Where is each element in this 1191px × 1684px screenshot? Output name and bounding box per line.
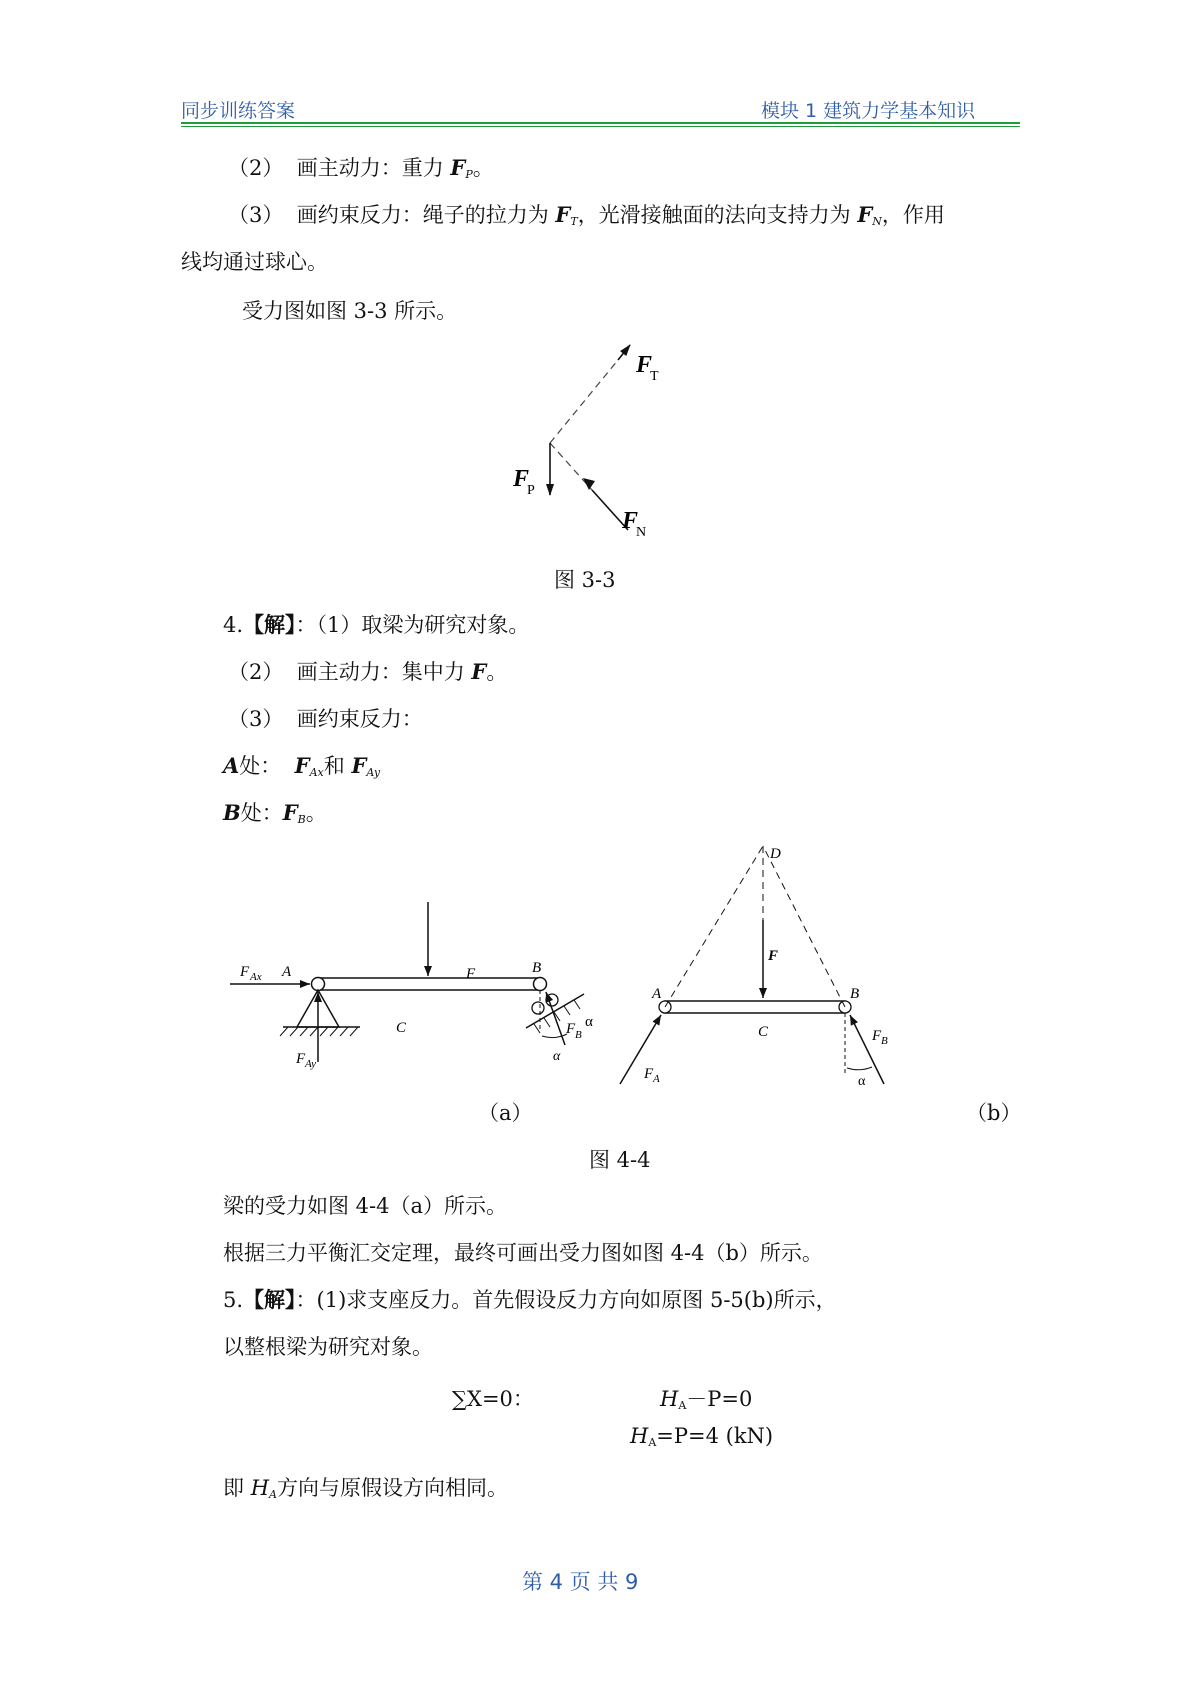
q5-line2: 以整根梁为研究对象。	[223, 1335, 433, 1359]
ft-line	[550, 360, 618, 443]
q4-support-b: B处：$F_B$。	[223, 800, 327, 826]
header-rule	[181, 122, 1020, 124]
label-a-b: A	[652, 986, 662, 1002]
ft-label: F	[636, 352, 653, 378]
label-c-a: C	[396, 1020, 407, 1036]
fig44-a	[230, 902, 593, 1070]
beam-a	[318, 978, 540, 990]
fn-sub: N	[636, 525, 647, 540]
label-f-a: F	[466, 966, 476, 982]
line-bd	[763, 846, 845, 1007]
fig44-b	[620, 846, 888, 1089]
fn-label: F	[622, 508, 639, 534]
q5-eq2: $H_A=P=4$ (kN)	[630, 1424, 774, 1449]
label-fay-sub: Ay	[305, 1058, 316, 1070]
q5-conclusion: 即 $H_A$方向与原假设方向相同。	[223, 1476, 508, 1501]
q5-intro: 5.【解】：(1)求支座反力。首先假设反力方向如原图 5-5(b)所示，	[223, 1287, 837, 1312]
page-footer: 第 4 页 共 9	[522, 1570, 639, 1594]
label-fa-b: F	[644, 1066, 654, 1082]
label-alpha-a2: α	[553, 1049, 561, 1064]
line-ad	[665, 846, 763, 1007]
fig44-caption: 图 4-4	[589, 1148, 651, 1172]
q3-step2: （2） 画主动力：重力 $F_P$。	[228, 155, 494, 181]
roller-top-b	[534, 978, 547, 991]
label-c-b: C	[758, 1024, 769, 1040]
figure-4-4	[220, 840, 1020, 1090]
label-b-a: B	[532, 960, 542, 976]
fig44-sub-b: （b）	[966, 1101, 1022, 1125]
q4-support-a: A处： $F_{Ax}$和 $F_{Ay}$	[223, 753, 381, 779]
q4-intro: 4.【解】：（1）取梁为研究对象。	[223, 612, 530, 637]
beam-b	[665, 1001, 845, 1013]
label-fa-b-sub: A	[653, 1073, 660, 1085]
label-fb-a: F	[566, 1021, 576, 1037]
fp-label: F	[513, 466, 530, 492]
label-fb-a-sub: B	[575, 1029, 582, 1041]
q3-summary: 受力图如图 3-3 所示。	[242, 299, 458, 323]
label-alpha-b: α	[858, 1074, 866, 1089]
q5-eq1: $H_A-P=0$	[660, 1387, 753, 1412]
label-f-b: F	[768, 948, 779, 964]
ft-arrow	[618, 345, 630, 360]
header-rule-thin	[181, 126, 1020, 127]
label-fax-sub: Ax	[250, 971, 262, 983]
label-fb-b-sub: B	[881, 1035, 888, 1047]
fb-arrow-b	[850, 1015, 884, 1084]
label-a-a: A	[282, 964, 292, 980]
header-left: 同步训练答案	[181, 100, 296, 122]
q3-step3-cont: 线均通过球心。	[181, 250, 328, 274]
fp-sub: P	[527, 483, 535, 498]
label-fb-b: F	[872, 1028, 882, 1044]
fig44-sub-a: （a）	[478, 1101, 533, 1125]
fn-arrowhead	[583, 478, 595, 490]
label-fax: F	[240, 964, 250, 980]
label-d: D	[770, 846, 781, 862]
label-b-b: B	[850, 986, 860, 1002]
fig33-caption: 图 3-3	[554, 568, 616, 592]
q5-eq-left: ∑X=0：	[452, 1387, 534, 1411]
q4-after-1: 梁的受力如图 4-4（a）所示。	[223, 1194, 508, 1218]
label-fay: F	[296, 1051, 306, 1067]
label-alpha-a1: α	[585, 1014, 593, 1030]
figure-3-3	[490, 340, 690, 540]
q4-step2: （2） 画主动力：集中力 F。	[228, 659, 508, 684]
q4-after-2: 根据三力平衡汇交定理，最终可画出受力图如图 4-4（b）所示。	[223, 1241, 823, 1265]
header-right: 模块 1 建筑力学基本知识	[761, 100, 976, 122]
q4-step3: （3） 画约束反力：	[228, 707, 423, 731]
ft-sub: T	[650, 369, 659, 384]
q3-step3: （3） 画约束反力：绳子的拉力为 $F_T$，光滑接触面的法向支持力为 $F_N$，作用	[228, 202, 945, 228]
